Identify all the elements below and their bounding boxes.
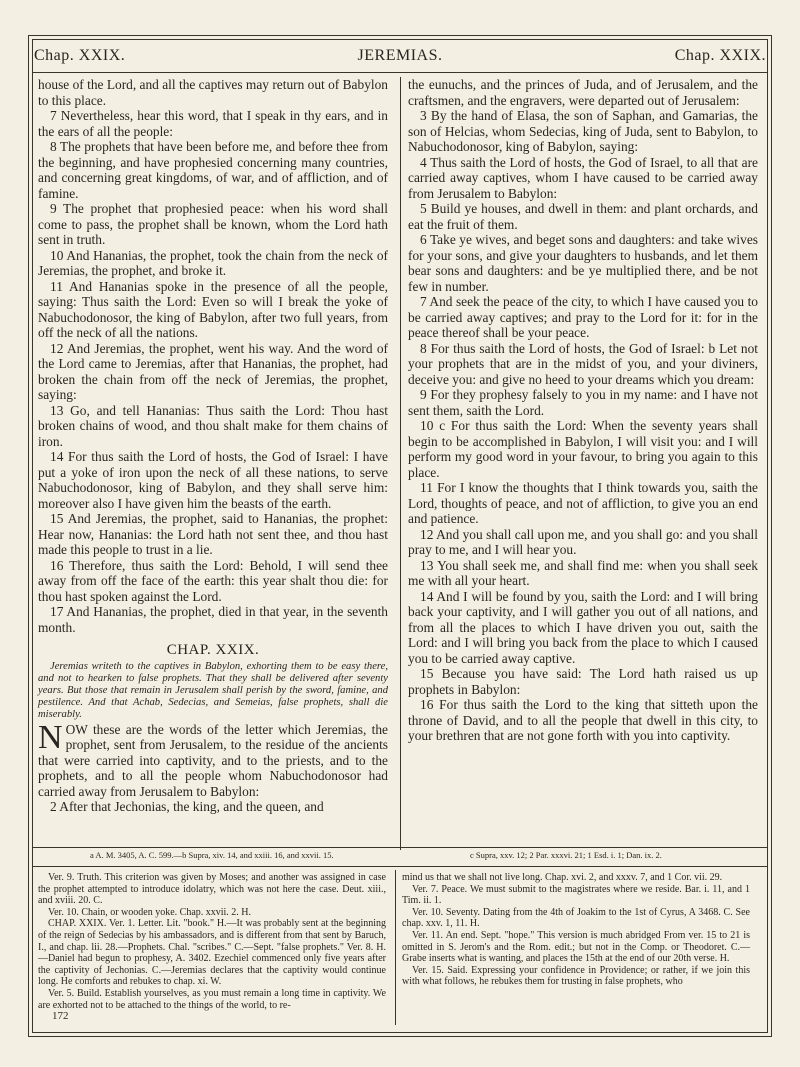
notes-rule bbox=[32, 866, 768, 867]
verse: 4 Thus saith the Lord of hosts, the God of Israel, to all that are carried away captives, whom I have caused to be carried away from Jerusalem to Babylon: bbox=[408, 154, 758, 201]
note: Ver. 5. Build. Establish yourselves, as you must remain a long time in captivity. We are exhorted not to be attached to the things of the world, to re- bbox=[38, 987, 386, 1011]
notes-left bbox=[38, 872, 386, 1011]
drop-cap: N bbox=[38, 718, 63, 756]
verse: house of the Lord, and all the captives may return out of Babylon to this place. bbox=[38, 77, 388, 108]
verse: 13 You shall seek me, and shall find me: when you shall seek me with all your heart. bbox=[408, 557, 758, 588]
verse: 10 And Hananias, the prophet, took the chain from the neck of Jeremias, the prophet, and broke it. bbox=[38, 247, 388, 278]
right-column bbox=[408, 77, 758, 744]
verse: the eunuchs, and the princes of Juda, and of Jerusalem, and the craftsmen, and the engravers, were departed out of Jerusalem: bbox=[408, 77, 758, 108]
cross-ref-rule bbox=[32, 847, 768, 848]
verse: 11 For I know the thoughts that I think towards you, saith the Lord, thoughts of peace, and not of affliction, to give you an end and patience. bbox=[408, 480, 758, 526]
verse: 5 Build ye houses, and dwell in them: and plant orchards, and eat the fruit of them. bbox=[408, 201, 758, 232]
verse: 10 c For thus saith the Lord: When the seventy years shall begin to be accomplished in Babylon, I will visit you: and I will perform my good word in your favour, to bring you again to this place. bbox=[408, 418, 758, 480]
verse: 8 The prophets that have been before me, and before thee from the beginning, and have prophesied concerning many countries, and concerning great kingdoms, of war, and of affliction, and of famine. bbox=[38, 139, 388, 201]
verse: 9 For they prophesy falsely to you in my name: and I have not sent them, saith the Lord. bbox=[408, 387, 758, 418]
note: Ver. 9. Truth. This criterion was given by Moses; and another was assigned in case the prophet attempted to introduce idolatry, which was not here the case. Deut. xiii., and xviii. 20. C. bbox=[38, 872, 386, 907]
chapter-heading: CHAP. XXIX. bbox=[166, 642, 260, 658]
verse: 2 After that Jechonias, the king, and the queen, and bbox=[50, 799, 324, 815]
verse: 13 Go, and tell Hananias: Thus saith the Lord: Thou hast broken chains of wood, and thou shalt make for them chains of iron. bbox=[38, 402, 388, 449]
note: Ver. 7. Peace. We must submit to the magistrates where we reside. Bar. i. 11, and 1 Tim. ii. 1. bbox=[402, 883, 750, 907]
note: mind us that we shall not live long. Chap. xvi. 2, and xxxv. 7, and 1 Cor. vii. 29. bbox=[402, 872, 723, 883]
verse: 14 And I will be found by you, saith the Lord: and I will bring back your captivity, and I will gather you out of all nations, and from all the places to which I have driven you out, saith the Lord: and I will bring you back from the place to which I caused you to be carried away captive. bbox=[408, 588, 758, 666]
header-left: Chap. XXIX. bbox=[34, 47, 126, 64]
note: Ver. 11. An end. Sept. "hope." This version is much abridged From ver. 15 to 21 is omitted in S. Jerom's and the Rom. edit.; but not in the Comp. or Theodoret. C.—Grabe inserts what is wanting, and places the 15th at the end of our 20th verse. H. bbox=[402, 929, 750, 965]
verse: 16 Therefore, thus saith the Lord: Behold, I will send thee away from off the face of the earth: this year shalt thou die: for thou hast spoken against the Lord. bbox=[38, 557, 388, 604]
page-number: 172 bbox=[52, 1010, 69, 1022]
verse: 7 And seek the peace of the city, to which I have caused you to be carried away captives; and pray to the Lord for it: for in the peace thereof shall be your peace. bbox=[408, 294, 758, 340]
notes-divider bbox=[395, 870, 396, 1025]
verse: 17 And Hananias, the prophet, died in that year, in the seventh month. bbox=[38, 604, 388, 635]
notes-right bbox=[402, 872, 750, 988]
chapter-summary: Jeremias writeth to the captives in Babylon, exhorting them to be easy there, and not to hearken to false prophets. That they shall be delivered after seventy years. But those that remain in Jerusalem shall perish by the sword, famine, and pestilence. And that Achab, Sedecias, and Semeias, false prophets, shall die miserably. bbox=[38, 660, 388, 721]
verse: 7 Nevertheless, hear this word, that I speak in thy ears, and in the ears of all the people: bbox=[38, 108, 388, 139]
verse: 9 The prophet that prophesied peace: when his word shall come to pass, the prophet shall be known, whom the Lord hath sent in truth. bbox=[38, 201, 388, 247]
running-header bbox=[34, 47, 766, 73]
verse: 12 And you shall call upon me, and you shall go: and you shall pray to me, and I will hear you. bbox=[408, 526, 758, 557]
header-center: JEREMIAS. bbox=[357, 47, 443, 64]
verse: 3 By the hand of Elasa, the son of Saphan, and Gamarias, the son of Helcias, whom Sedecias, king of Juda, sent to Babylon, to Nabuchodonosor, king of Babylon, saying: bbox=[408, 108, 758, 154]
verse: 15 Because you have said: The Lord hath raised us up prophets in Babylon: bbox=[408, 666, 758, 697]
note: Ver. 15. Said. Expressing your confidence in Providence; or rather, if we join this with what follows, he rebukes them for trusting in false prophets, who bbox=[402, 964, 750, 988]
cross-ref-right: c Supra, xxv. 12; 2 Par. xxxvi. 21; 1 Esd. i. 1; Dan. ix. 2. bbox=[470, 850, 662, 860]
verse: 15 And Jeremias, the prophet, said to Hananias, the prophet: Hear now, Hananias: the Lord hath not sent thee, and thou hast made this people to trust in a lie. bbox=[38, 511, 388, 557]
header-rule bbox=[32, 72, 768, 73]
header-right: Chap. XXIX. bbox=[674, 47, 766, 64]
verse: 14 For thus saith the Lord of hosts, the God of Israel: I have put a yoke of iron upon the neck of all these nations, to serve Nabuchodonosor, king of Babylon, and they shall serve him: moreover also I have given him the beasts of the earth. bbox=[38, 449, 388, 511]
left-column bbox=[38, 77, 388, 815]
note: CHAP. XXIX. Ver. 1. Letter. Lit. "book." H.—It was probably sent at the beginning of the reign of Sedecias by his ambassadors, and is different from that sent by Baruch, I., and chap. lii. 28.—Prophets. Chal. "scribes." C.—Sept. "false prophets." Ver. 8. H.—Daniel had begun to prophesy, A. 3402. Ezechiel commenced only five years after the captivity of Jechonias. C.—Jeremias declares that the captivity would continue long. He comforts and rebukes to chap. xi. W. bbox=[38, 918, 386, 988]
verse-1 bbox=[38, 718, 388, 800]
verse-1-text: OW these are the words of the letter which Jeremias, the prophet, sent from Jerusalem, to the residue of the ancients that were carried into captivity, and to the priests, and to the prophets, and to all the people whom Nabuchodonosor had carried away from Jerusalem to Babylon: bbox=[38, 721, 388, 799]
verse: 12 And Jeremias, the prophet, went his way. And the word of the Lord came to Jeremias, after that Hananias, the prophet, had broken the chain from off the neck of Jeremias, the prophet, saying: bbox=[38, 340, 388, 402]
verse: 11 And Hananias spoke in the presence of all the people, saying: Thus saith the Lord: Even so will I break the yoke of Nabuchodonosor, the king of Babylon, after two full years, from off the neck of all the nations. bbox=[38, 278, 388, 340]
verse: 6 Take ye wives, and beget sons and daughters: and take wives for your sons, and give your daughters to husbands, and let them bear sons and daughters: and be ye multiplied there, and be not few in number. bbox=[408, 232, 758, 294]
verse: 8 For thus saith the Lord of hosts, the God of Israel: b Let not your prophets that are in the midst of you, and your diviners, deceive you: and give no heed to your dreams which you dream: bbox=[408, 340, 758, 387]
note: Ver. 10. Seventy. Dating from the 4th of Joakim to the 1st of Cyrus, A 3468. C. See chap. xxv. 1, 11. H. bbox=[402, 906, 750, 930]
note: Ver. 10. Chain, or wooden yoke. Chap. xxvii. 2. H. bbox=[48, 906, 252, 918]
cross-ref-left: a A. M. 3405, A. C. 599.—b Supra, xiv. 14, and xxiii. 16, and xxvii. 15. bbox=[90, 850, 334, 860]
column-divider bbox=[400, 77, 401, 850]
verse: 16 For thus saith the Lord to the king that sitteth upon the throne of David, and to all the people that dwell in this city, to your brethren that are not gone forth with you into captivity. bbox=[408, 697, 758, 743]
